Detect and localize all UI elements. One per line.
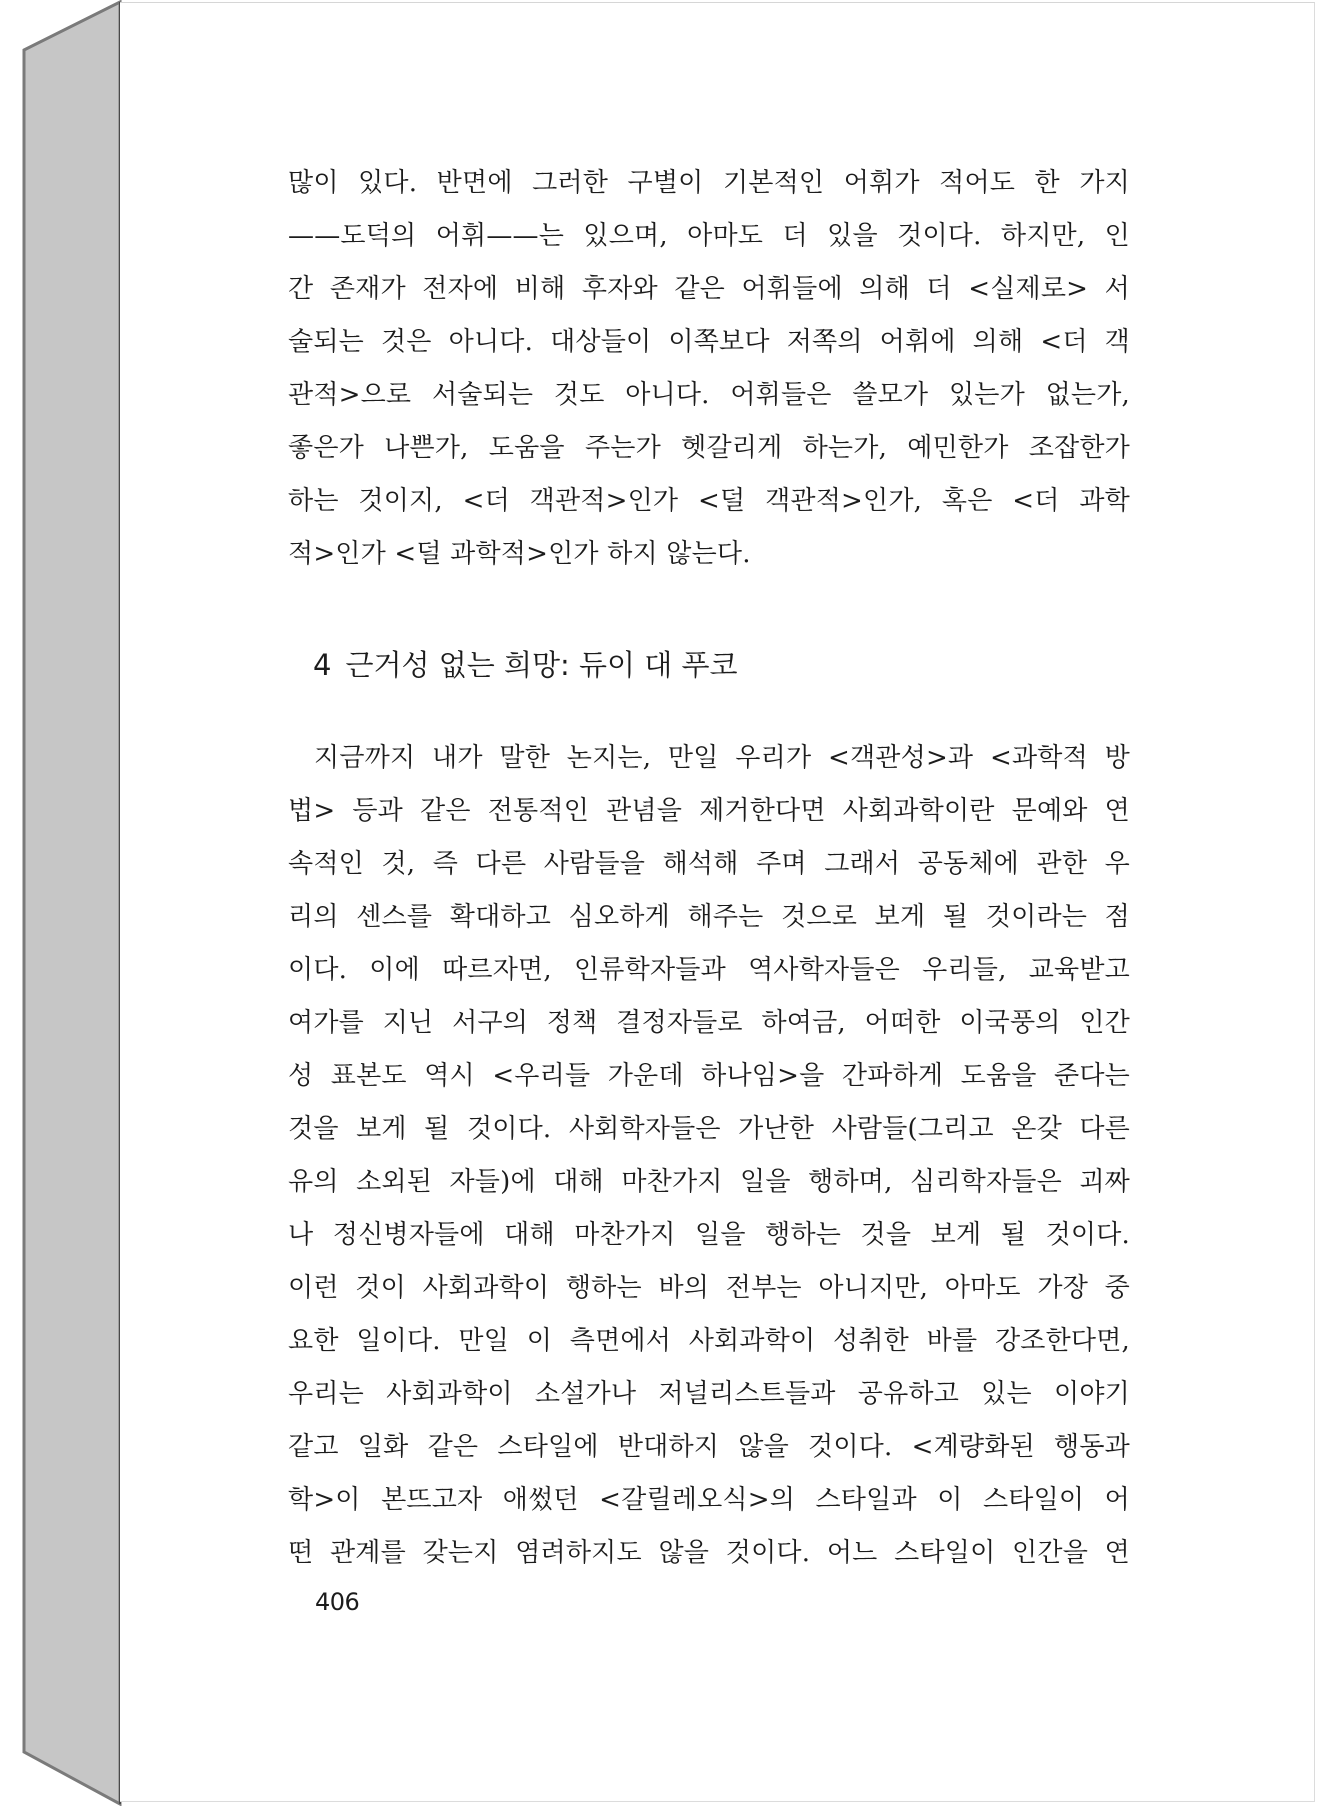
paragraph-2-line: 여가를 지닌 서구의 정책 결정자들로 하여금, 어떠한 이국풍의 인간	[288, 1008, 1130, 1038]
section-number: 4	[313, 648, 332, 682]
paragraph-2-line: 우리는 사회과학이 소설가나 저널리스트들과 공유하고 있는 이야기	[288, 1379, 1130, 1409]
paragraph-1-line: 하는 것이지, <더 객관적>인가 <덜 객관적>인가, 혹은 <더 과학	[288, 486, 1130, 516]
paragraph-1-line: 관적>으로 서술되는 것도 아니다. 어휘들은 쓸모가 있는가 없는가,	[288, 380, 1130, 410]
section-heading	[313, 640, 737, 690]
paragraph-2-line: 나 정신병자들에 대해 마찬가지 일을 행하는 것을 보게 될 것이다.	[288, 1220, 1130, 1250]
paragraph-2-line: 지금까지 내가 말한 논지는, 만일 우리가 <객관성>과 <과학적 방	[314, 743, 1130, 773]
paragraph-2-line: 리의 센스를 확대하고 심오하게 해주는 것으로 보게 될 것이라는 점	[288, 902, 1130, 932]
paragraph-2-line: 속적인 것, 즉 다른 사람들을 해석해 주며 그래서 공동체에 관한 우	[288, 849, 1130, 879]
paragraph-2-line: 같고 일화 같은 스타일에 반대하지 않을 것이다. <계량화된 행동과	[288, 1432, 1130, 1462]
paragraph-2-line: 성 표본도 역시 <우리들 가운데 하나임>을 간파하게 도움을 준다는	[288, 1061, 1130, 1091]
paragraph-2-line: 학>이 본뜨고자 애썼던 <갈릴레오식>의 스타일과 이 스타일이 어	[288, 1485, 1130, 1515]
paragraph-1-line: 많이 있다. 반면에 그러한 구별이 기본적인 어휘가 적어도 한 가지	[288, 168, 1130, 198]
paragraph-2-line: 것을 보게 될 것이다. 사회학자들은 가난한 사람들(그리고 온갖 다른	[288, 1114, 1130, 1144]
paragraph-2	[288, 732, 1130, 1580]
section-title: 근거성 없는 희망: 듀이 대 푸코	[345, 648, 738, 682]
paragraph-2-line: 이런 것이 사회과학이 행하는 바의 전부는 아니지만, 아마도 가장 중	[288, 1273, 1130, 1303]
paragraph-1-line: 적>인가 <덜 과학적>인가 하지 않는다.	[288, 539, 751, 569]
book-spine-side	[24, 2, 120, 1804]
paragraph-2-line: 떤 관계를 갖는지 염려하지도 않을 것이다. 어느 스타일이 인간을 연	[288, 1538, 1130, 1568]
paragraph-1-line: ——도덕의 어휘——는 있으며, 아마도 더 있을 것이다. 하지만, 인	[288, 221, 1130, 251]
paragraph-2-line: 유의 소외된 자들)에 대해 마찬가지 일을 행하며, 심리학자들은 괴짜	[288, 1167, 1130, 1197]
paragraph-2-line: 이다. 이에 따르자면, 인류학자들과 역사학자들은 우리들, 교육받고	[288, 955, 1130, 985]
paragraph-1-line: 술되는 것은 아니다. 대상들이 이쪽보다 저쪽의 어휘에 의해 <더 객	[288, 327, 1130, 357]
paragraph-2-line: 요한 일이다. 만일 이 측면에서 사회과학이 성취한 바를 강조한다면,	[288, 1326, 1130, 1356]
paragraph-2-line: 법> 등과 같은 전통적인 관념을 제거한다면 사회과학이란 문예와 연	[288, 796, 1130, 826]
paragraph-1-line: 좋은가 나쁜가, 도움을 주는가 헷갈리게 하는가, 예민한가 조잡한가	[288, 433, 1130, 463]
paragraph-1-line: 간 존재가 전자에 비해 후자와 같은 어휘들에 의해 더 <실제로> 서	[288, 274, 1130, 304]
paragraph-1	[288, 157, 1130, 581]
page-number: 406	[315, 1588, 360, 1616]
